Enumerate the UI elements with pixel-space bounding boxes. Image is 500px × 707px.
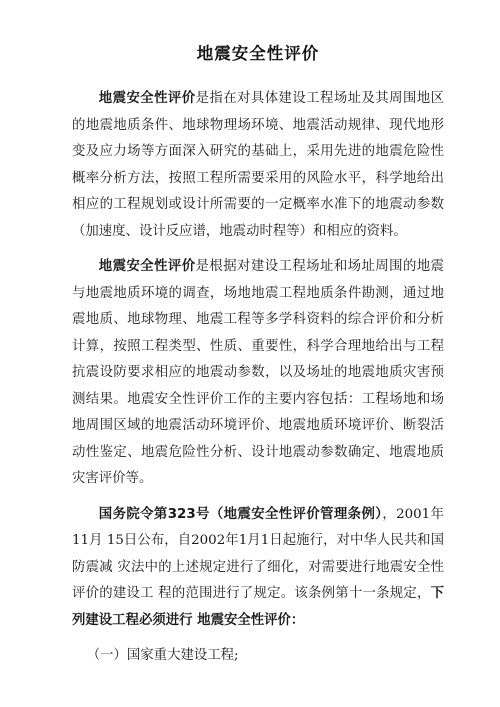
regulation-title-bold: 国务院令第323号（地震安全性评价管理条例）	[98, 506, 383, 522]
paragraph-regulation	[72, 502, 444, 635]
requirement-bold: 下列建设工程必须进行 地震安全性评价：	[72, 586, 444, 628]
term-bold: 地震安全性评价	[98, 91, 196, 106]
paragraph-definition-2	[72, 254, 444, 493]
paragraph-text: 是指在对具体建设工程场址及其周围地区的地震地质条件、地球物理场环境、地震活动规律、现代地形变及应力场等方面深入研究的基础上，采用先进的地震危险性概率分析方法，按照工程所需要采用的风险水平，科学地给出相应的工程规划或设计所需要的一定概率水准下的地震动参数（加速度、设计反应谱，地震动时程等）和相应的资料。	[72, 91, 445, 239]
paragraph-definition-1	[72, 86, 444, 245]
list-item: （一）国家重大建设工程;	[86, 648, 239, 663]
page-title: 地震安全性评价	[196, 44, 320, 63]
paragraph-text: ，2001年11月 15日公布，自2002年1月1日起施行，对中华人民共和国防震减 灾法中的上述规定进行了细化，对需要进行地震安全性评价的建设工 程的范围进行了规定。该条例第十一条规定，	[72, 506, 444, 601]
paragraph-text: 是根据对建设工程场址和场址周围的地震与地震地质环境的调查，场地地震工程地质条件勘测，通过地震地质、地球物理、地震工程等多学科资料的综合评价和分析计算，按照工程类型、性质、重要性，科学合理地给出与工程抗震设防要求相应的地震动参数，以及场址的地震地质灾害预测结果。地震安全性评价工作的主要内容包括：工程场地和场地周围区域的地震活动环境评价、地震地质环境评价、断裂活动性鉴定、地震危险性分析、设计地震动参数确定、地震地质灾害评价等。	[72, 259, 445, 486]
term-bold: 地震安全性评价	[98, 259, 196, 274]
